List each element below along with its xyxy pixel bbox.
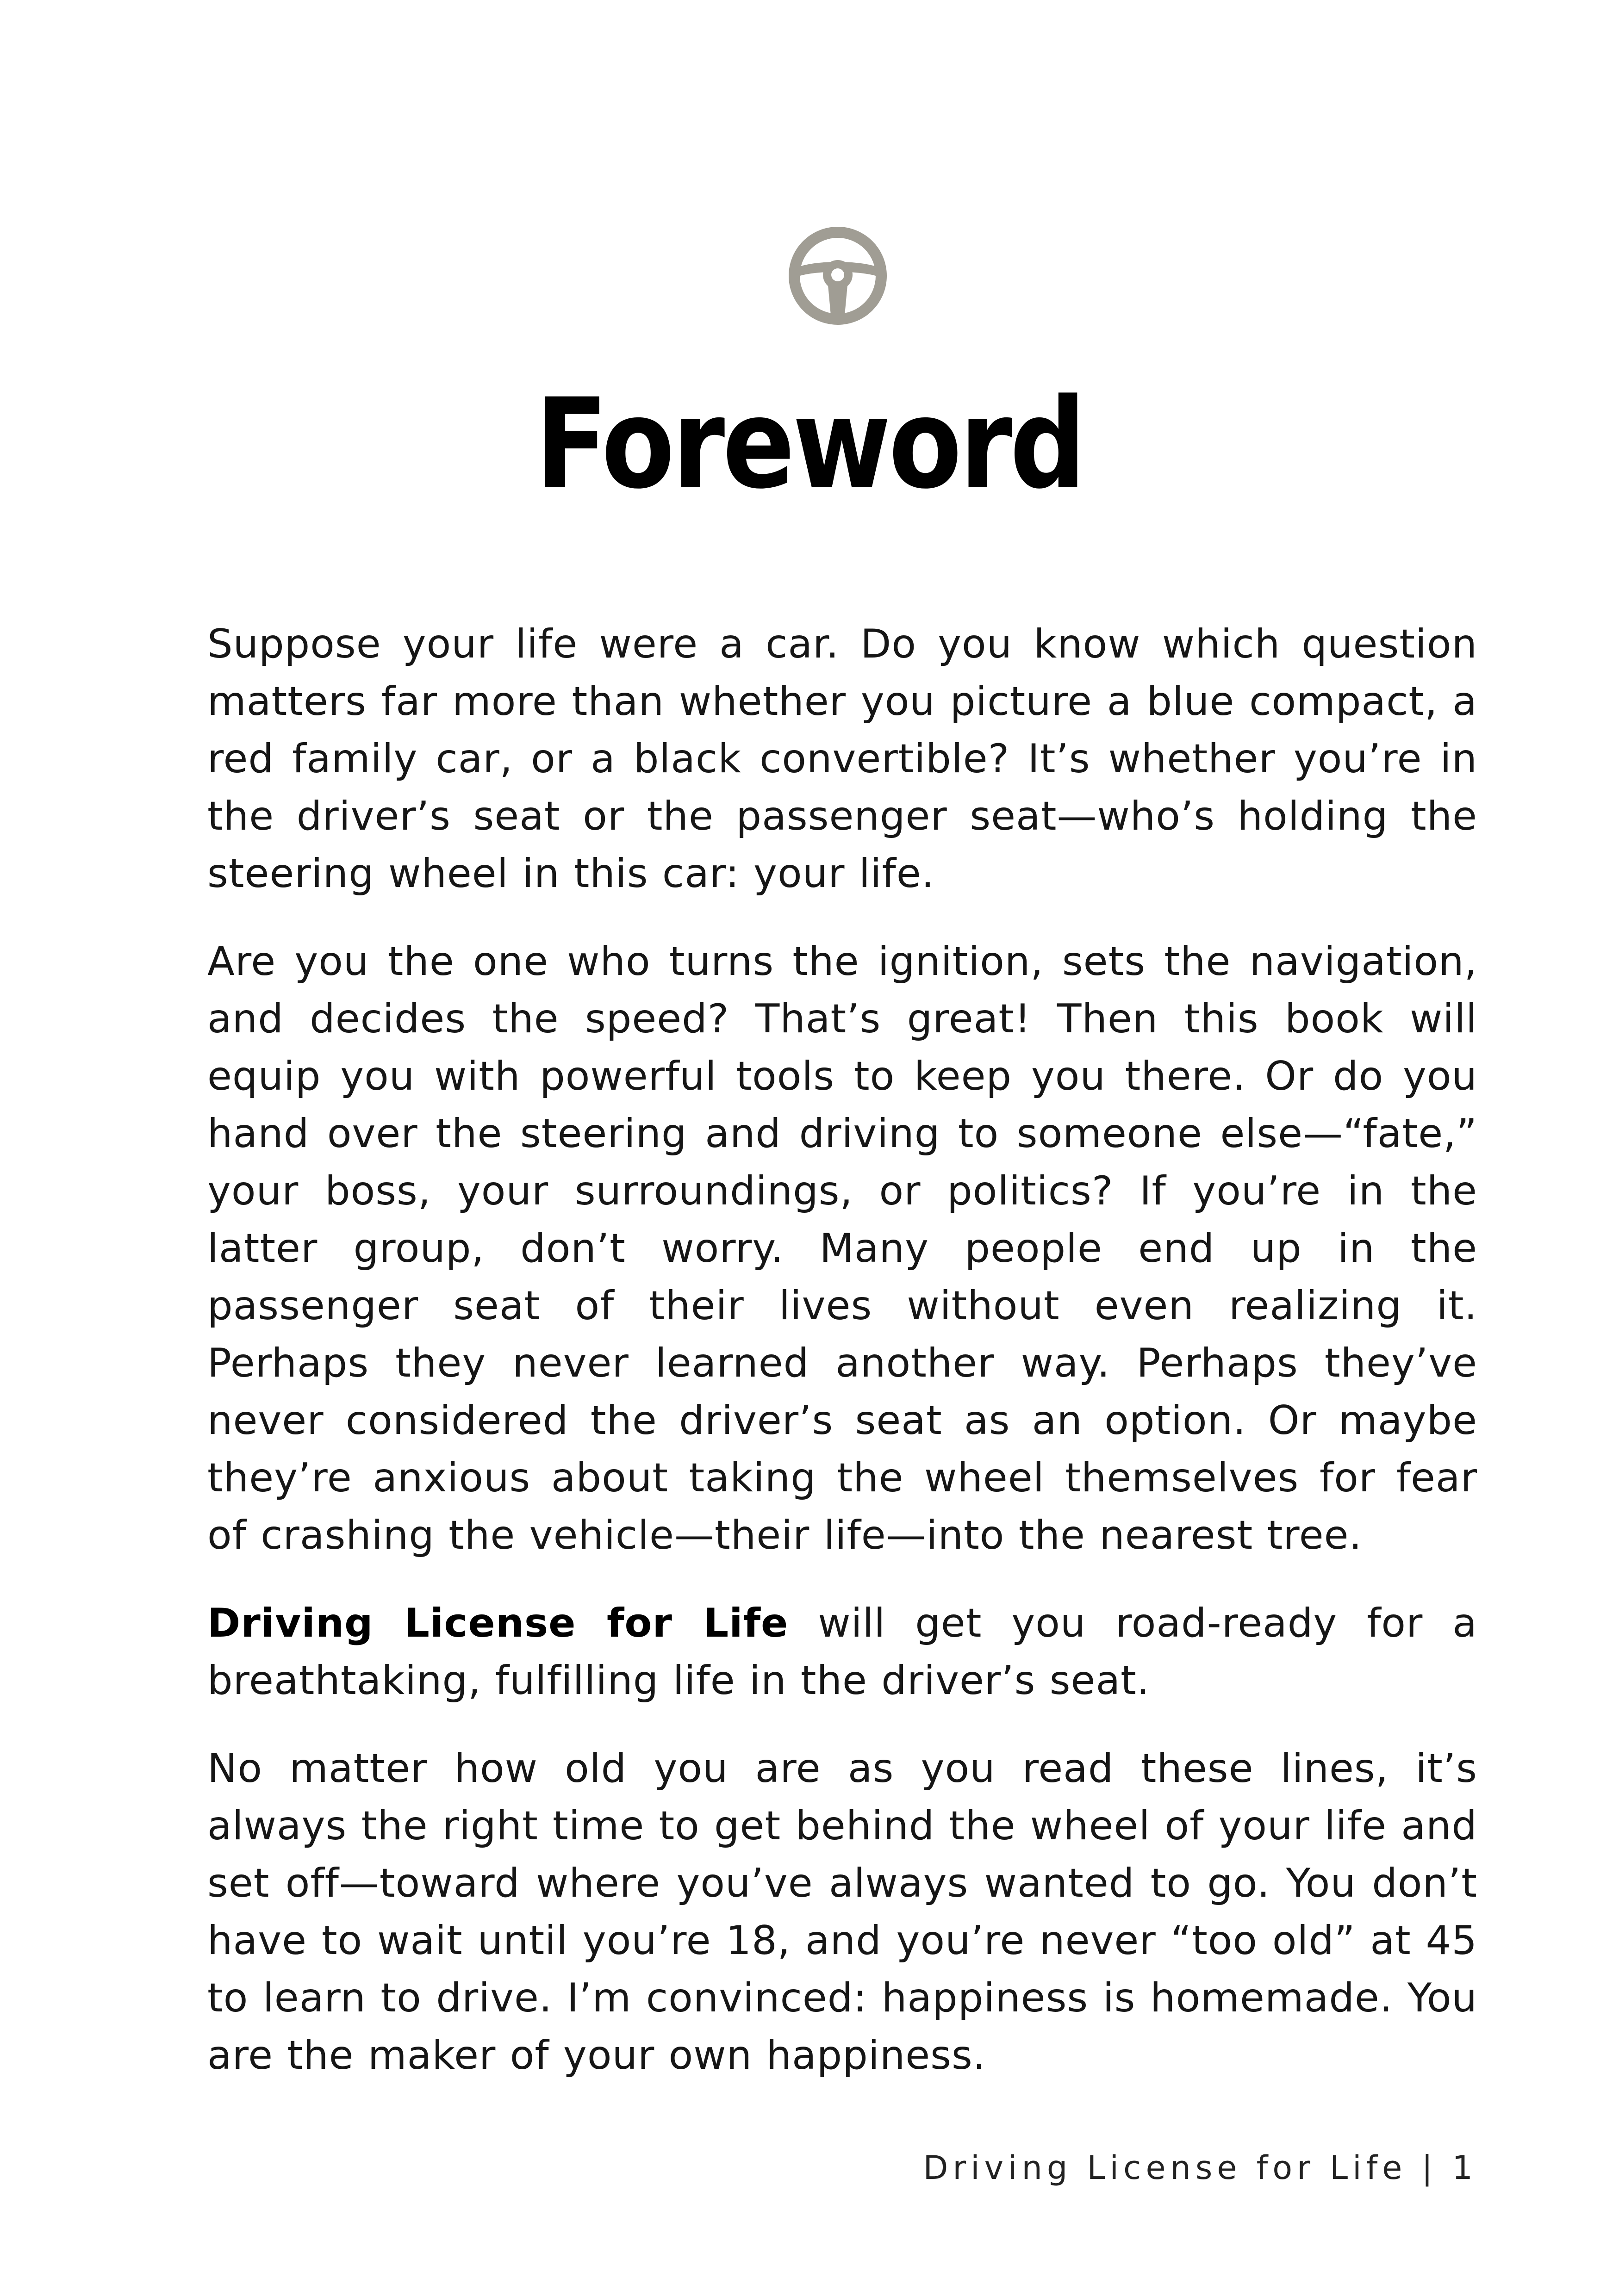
page-footer (923, 2147, 1477, 2189)
paragraph-3-text: will get you road-ready for a breathtaking, fulfilling life in the driver’s seat. (207, 1600, 1477, 1704)
paragraph-4: No matter how old you are as you read these lines, it’s always the right time to get behind the wheel of your life and set off—toward where you’ve always wanted to go. You don’t have to wait until you’re 18, and you’re never “too old” at 45 to learn to drive. I’m convinced: happiness is homemade. You are the maker of your own happiness. (207, 1745, 1477, 2079)
paragraph-1: Suppose your life were a car. Do you know which question matters far more than whether you picture a blue compact, a red family car, or a black convertible? It’s whether you’re in the driver’s seat or the passenger seat—who’s holding the steering wheel in this car: your life. (207, 621, 1477, 897)
steering-wheel-icon (787, 225, 889, 327)
book-title-emphasis: Driving License for Life (207, 1600, 789, 1646)
paragraph-2: Are you the one who turns the ignition, sets the navigation, and decides the speed? That’s great! Then this book will equip you with powerful tools to keep you there. Or do you hand over the steering and driving to someone else—“fate,” your boss, your surroundings, or politics? If you’re in the latter group, don’t worry. Many people end up in the passenger seat of their lives without even realizing it. Perhaps they never learned another way. Perhaps they’ve never considered the driver’s seat as an option. Or maybe they’re anxious about taking the wheel themselves for fear of crashing the vehicle—their life—into the nearest tree. (207, 938, 1477, 1558)
paragraph-3 (207, 1595, 1477, 1709)
footer-separator: | (1421, 2149, 1438, 2187)
page-number: 1 (1452, 2149, 1477, 2187)
body-text (207, 615, 1477, 2115)
running-title: Driving License for Life (923, 2149, 1407, 2187)
page-title: Foreword (535, 372, 1084, 516)
